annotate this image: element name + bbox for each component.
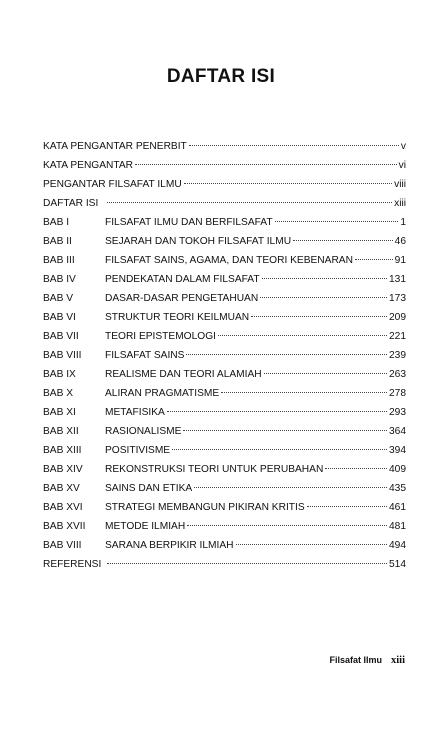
dot-leader <box>194 477 387 488</box>
chapter-number: BAB I <box>43 217 70 228</box>
chapter-page: 435 <box>389 483 406 494</box>
chapter-page: 293 <box>389 407 406 418</box>
toc-entry-page: v <box>400 141 406 152</box>
chapter-page: 364 <box>389 426 406 437</box>
chapter-title: DASAR-DASAR PENGETAHUAN <box>105 293 259 304</box>
chapter-number: BAB XVII <box>43 521 86 532</box>
toc-entry-page: xiii <box>394 198 406 209</box>
toc-entry-label: PENGANTAR FILSAFAT ILMU <box>43 179 182 190</box>
chapter-page: 91 <box>394 255 406 266</box>
chapter-page: 46 <box>394 236 406 247</box>
chapter-page: 409 <box>389 464 406 475</box>
chapter-title: STRUKTUR TEORI KEILMUAN <box>105 312 250 323</box>
chapter-number: BAB IX <box>43 369 76 380</box>
chapter-page: 394 <box>389 445 406 456</box>
chapter-number: BAB XV <box>43 483 80 494</box>
dot-leader <box>172 439 387 450</box>
chapter-page: 481 <box>389 521 406 532</box>
chapter-title: RASIONALISME <box>105 426 182 437</box>
chapter-number: BAB XI <box>43 407 76 418</box>
dot-leader <box>325 458 387 469</box>
dot-leader <box>251 306 387 317</box>
chapter-title: SAINS DAN ETIKA <box>105 483 193 494</box>
chapter-title: SEJARAH DAN TOKOH FILSAFAT ILMU <box>105 236 292 247</box>
chapter-number: BAB IV <box>43 274 76 285</box>
chapter-title: FILSAFAT SAINS, AGAMA, DAN TEORI KEBENARAN <box>105 255 353 266</box>
dot-leader <box>183 420 387 431</box>
toc-entry-label: DAFTAR ISI <box>43 198 99 209</box>
dot-leader <box>189 135 399 146</box>
dot-leader <box>355 249 393 260</box>
dot-leader <box>186 344 387 355</box>
dot-leader <box>275 211 399 222</box>
dot-leader <box>184 173 392 184</box>
chapter-title: METODE ILMIAH <box>105 521 186 532</box>
chapter-title: FILSAFAT SAINS <box>105 350 185 361</box>
dot-leader <box>236 534 387 545</box>
chapter-number: BAB XVI <box>43 502 83 513</box>
toc-entry-label: KATA PENGANTAR <box>43 160 134 171</box>
toc-entry-label: KATA PENGANTAR PENERBIT <box>43 141 187 152</box>
chapter-number: BAB XIII <box>43 445 82 456</box>
chapter-title: FILSAFAT ILMU DAN BERFILSAFAT <box>105 217 273 228</box>
dot-leader <box>107 553 387 564</box>
chapter-page: 494 <box>389 540 406 551</box>
chapter-number: BAB VII <box>43 331 79 342</box>
chapter-title: REALISME DAN TEORI ALAMIAH <box>105 369 262 380</box>
dot-leader <box>293 230 393 241</box>
toc-chapter-row[interactable] <box>43 233 406 252</box>
toc-chapter-row[interactable] <box>43 556 406 575</box>
chapter-title: SARANA BERPIKIR ILMIAH <box>105 540 234 551</box>
chapter-page: 461 <box>389 502 406 513</box>
chapter-number: REFERENSI <box>43 559 102 570</box>
dot-leader <box>167 401 387 412</box>
chapter-page: 1 <box>400 217 406 228</box>
chapter-title: POSITIVISME <box>105 445 171 456</box>
dot-leader <box>264 363 387 374</box>
chapter-page: 263 <box>389 369 406 380</box>
page-title: DAFTAR ISI <box>166 66 276 87</box>
footer-page-number: xiii <box>390 655 405 666</box>
chapter-number: BAB VI <box>43 312 76 323</box>
chapter-page: 514 <box>389 559 406 570</box>
dot-leader <box>187 515 387 526</box>
chapter-number: BAB VIII <box>43 540 82 551</box>
footer-book-title: Filsafat Ilmu <box>329 655 382 665</box>
dot-leader <box>221 382 387 393</box>
chapter-page: 173 <box>389 293 406 304</box>
dot-leader <box>260 287 387 298</box>
chapter-title: ALIRAN PRAGMATISME <box>105 388 220 399</box>
dot-leader <box>307 496 387 507</box>
chapter-page: 278 <box>389 388 406 399</box>
chapter-page: 131 <box>389 274 406 285</box>
chapter-number: BAB III <box>43 255 75 266</box>
toc-entry-page: vi <box>398 160 406 171</box>
chapter-number: BAB V <box>43 293 74 304</box>
dot-leader <box>107 192 392 203</box>
chapter-title: REKONSTRUKSI TEORI UNTUK PERUBAHAN <box>105 464 324 475</box>
toc-entry-page: viii <box>394 179 406 190</box>
chapter-page: 209 <box>389 312 406 323</box>
dot-leader <box>262 268 387 279</box>
chapter-title: STRATEGI MEMBANGUN PIKIRAN KRITIS <box>105 502 305 513</box>
chapter-number: BAB XII <box>43 426 79 437</box>
table-of-contents <box>43 138 406 575</box>
dot-leader <box>218 325 387 336</box>
dot-leader <box>135 154 397 165</box>
chapter-title: TEORI EPISTEMOLOGI <box>105 331 216 342</box>
chapter-title: PENDEKATAN DALAM FILSAFAT <box>105 274 260 285</box>
chapter-number: BAB X <box>43 388 74 399</box>
chapter-number: BAB XIV <box>43 464 83 475</box>
chapter-number: BAB II <box>43 236 72 247</box>
chapter-title: METAFISIKA <box>105 407 165 418</box>
chapter-page: 221 <box>389 331 406 342</box>
chapter-page: 239 <box>389 350 406 361</box>
chapter-number: BAB VIII <box>43 350 82 361</box>
